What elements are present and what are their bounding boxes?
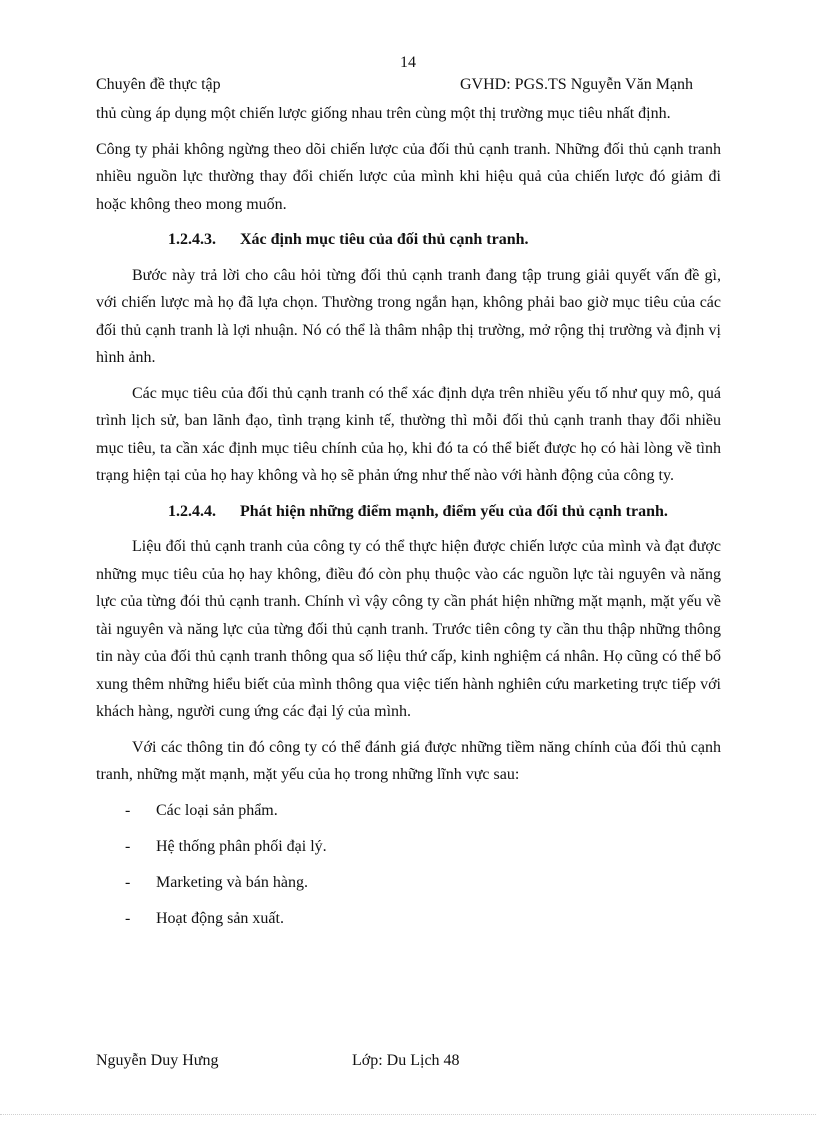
page-number: 14 (400, 54, 416, 71)
section-heading-1-2-4-4 (96, 498, 721, 526)
list-item (96, 797, 721, 833)
paragraph-evaluation-areas: Với các thông tin đó công ty có thể đánh giá được những tiềm năng chính của đối thủ cạnh tranh, những mặt mạnh, mặt yếu của họ trong những lĩnh vực sau: (96, 738, 721, 783)
page-bottom-rule (0, 1114, 816, 1115)
list-item-text: Hệ thống phân phối đại lý. (156, 837, 327, 855)
list-item (96, 869, 721, 905)
header-document-title: Chuyên đề thực tập (96, 76, 221, 93)
section-number: 1.2.4.3. (168, 231, 216, 248)
paragraph-objectives-intro: Bước này trả lời cho câu hỏi từng đối thủ cạnh tranh đang tập trung giải quyết vấn đề gì, với chiến lược mà họ đã lựa chọn. Thường trong ngắn hạn, không phải bao giờ mục tiêu của các đối thủ cạnh tranh là lợi nhuận. Nó có thể là thâm nhập thị trường, mở rộng thị trường và định vị hình ảnh. (96, 266, 721, 366)
paragraph-strengths-weaknesses: Liệu đối thủ cạnh tranh của công ty có thể thực hiện được chiến lược của mình và đạt được những mục tiêu của họ hay không, điều đó còn phụ thuộc vào các nguồn lực tài nguyên và năng lực của từng đói thủ cạnh tranh. Chính vì vậy công ty cần phát hiện những mặt mạnh, mặt yếu về tài nguyên và năng lực của từng đối thủ cạnh tranh. Trước tiên công ty cần thu thập những thông tin này của đối thủ cạnh tranh thông qua số liệu thứ cấp, kinh nghiệm cá nhân. Họ cũng có thể bổ xung thêm những hiểu biết của mình thông qua việc tiến hành nghiên cứu marketing trực tiếp với khách hàng, người cung ứng các đại lý của mình. (96, 538, 721, 720)
bullet-dash: - (125, 909, 131, 927)
list-item (96, 905, 721, 941)
page-content (96, 100, 721, 941)
list-item-text: Hoạt động sản xuất. (156, 909, 284, 927)
list-item (96, 833, 721, 869)
section-number: 1.2.4.4. (168, 502, 216, 520)
bullet-dash: - (125, 837, 131, 855)
paragraph-continuation: thủ cùng áp dụng một chiến lược giống nhau trên cùng một thị trường mục tiêu nhất định. (96, 105, 671, 122)
section-title: Phát hiện những điểm mạnh, điểm yếu của đối thủ cạnh tranh. (240, 502, 668, 520)
section-title: Xác định mục tiêu của đối thủ cạnh tranh. (240, 231, 529, 248)
bullet-dash: - (125, 801, 131, 819)
header-supervisor: GVHD: PGS.TS Nguyễn Văn Mạnh (460, 76, 694, 93)
section-heading-1-2-4-3 (96, 226, 721, 254)
areas-list (96, 797, 721, 941)
bullet-dash: - (125, 873, 131, 891)
footer-author: Nguyễn Duy Hưng (96, 1052, 219, 1069)
paragraph-objectives-factors: Các mục tiêu của đối thủ cạnh tranh có thể xác định dựa trên nhiều yếu tố như quy mô, quá trình lịch sử, ban lãnh đạo, tình trạng kinh tế, thường thì mỗi đối thủ cạnh tranh thay đổi nhiều mục tiêu, ta cần xác định mục tiêu chính của họ, khi đó ta có thể biết được họ có hài lòng về tình trạng hiện tại của họ hay không và họ sẽ phản ứng như thế nào với hành động của công ty. (96, 384, 721, 484)
list-item-text: Các loại sản phẩm. (156, 801, 278, 819)
paragraph-strategy-tracking: Công ty phải không ngừng theo dõi chiến lược của đối thủ cạnh tranh. Những đối thủ cạnh tranh nhiều nguồn lực thường thay đổi chiến lược của mình khi hiệu quả của chiến lược đó giảm đi hoặc không theo mong muốn. (96, 140, 721, 213)
list-item-text: Marketing và bán hàng. (156, 873, 308, 891)
footer-class: Lớp: Du Lịch 48 (352, 1052, 460, 1069)
